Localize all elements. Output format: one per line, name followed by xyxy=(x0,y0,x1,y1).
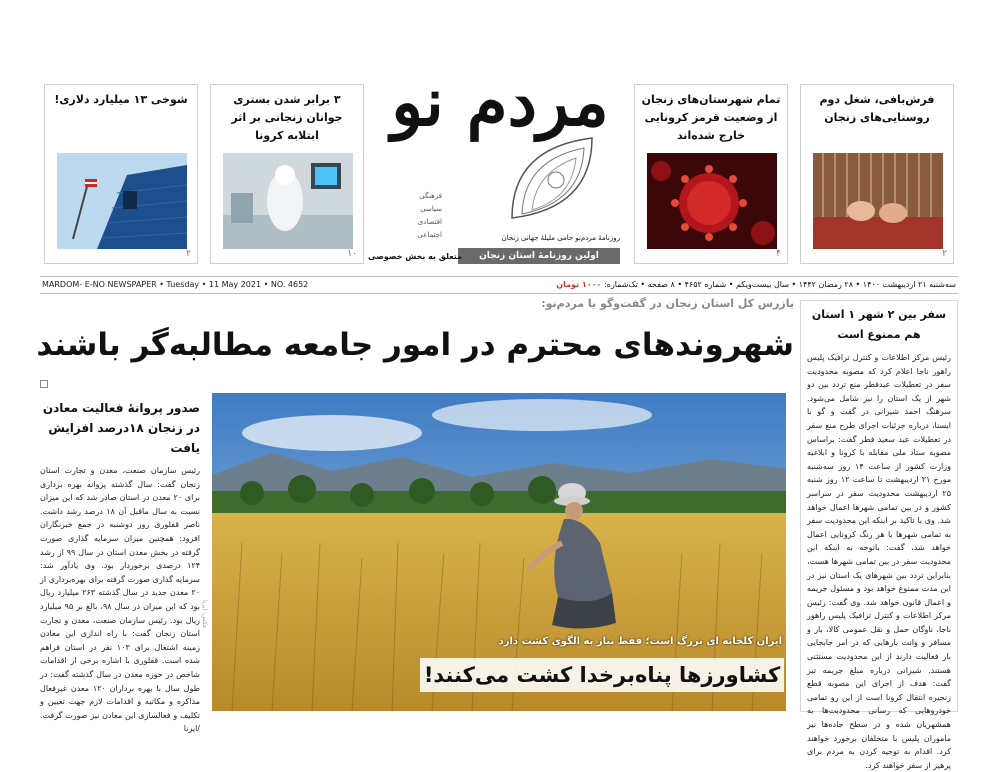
teaser-13-billion-joke[interactable] xyxy=(44,84,198,264)
category-political: سیاسی xyxy=(420,205,442,213)
category-cultural: فرهنگی xyxy=(419,192,442,200)
category-social: اجتماعی xyxy=(417,231,442,239)
teaser-page-number: ۱۰ xyxy=(347,249,357,259)
teaser-title: فرش‌بافی، شغل دوم روستایی‌های زنجان xyxy=(819,93,935,124)
first-newspaper-banner: اولین روزنامۀ استان زنجان xyxy=(458,248,620,264)
issue-info-text: سه‌شنبه ۲۱ اردیبهشت ۱۴۰۰ • ۲۸ رمضان ۱۴۴۲ • سال بیست‌ویکم • شماره ۴۶۵۲ • ۸ صفحه • تک‌شماره: xyxy=(603,280,956,289)
story-body: رئیس مرکز اطلاعات و کنترل ترافیک پلیس راهور ناجا اعلام کرد که مصوبه محدودیت سفر در تعطیلات عیدفطر منع تردد بین دو شهر از یک استان را نیز شامل می‌شود. سرهنگ احمد شیرانی در گفت و گو با ایسنا، درباره جزئیات اجرای طرح منع سفر در تعطیلات عید سعید فطر گفت: براساس مصوبه ستاد ملی مقابله با کرونا و ابلاغیه وزارت کشور از ساعت ۱۴ روز سه‌شنبه مورخ ۲۱ اردیبهشت تا ساعت ۱۲ روز شنبه ۲۵ اردیبهشت محدودیت سفر در سراسر کشور و در بین تمامی شهرها اعمال خواهد شد. وی با تاکید بر اینکه این محدودیت سفر به تمامی شهرها با هر رنگ کرونایی اعمال خواهد شد، گفت: باتوجه به اینکه این محدودیت سفر در بین تمامی شهرها هست، بنابراین تردد بین شهرهای یک استان نیز در این مدت ممنوع خواهد بود و مسئول جریمه و اعمال قانون خواهد شد. وی گفت: رئیس مرکز اطلاعات و کنترل ترافیک پلیس راهور ناجا، ناوگان حمل و نقل عمومی کالا، بار و مسافر و وانت بارهایی که در امر جابجایی بار فعالیت دارند از این محدودیت مستثنی هستند. شیرانی درباره مبلغ جریمه تیز گفت: هدف از اجرای این مصوبه قطع زنجیره انتقال کرونا است از این رو تمامی خودروهایی که رسانی محدودیت‌ها به همشهریان شده و در سطح جاده‌ها نیز ماموران پلیس با متخلفان برخورد خواهند کرد. اقدام به توجیه کردن به مردم برای پرهیز از سفر خواهند کرد. xyxy=(807,353,951,770)
headline-kicker: بازرس کل استان زنجان در گفت‌وگو با مردم‌نو: xyxy=(541,297,794,310)
photo-caption-headline[interactable]: کشاورزها پناه‌برخدا کشت می‌کنند! xyxy=(420,658,784,692)
ownership-note: متعلق به بخش خصوصی xyxy=(368,252,462,261)
category-list xyxy=(380,190,442,242)
teaser-carpet-weaving[interactable] xyxy=(800,84,954,264)
column-marker-icon xyxy=(40,380,48,388)
teaser-image-building xyxy=(57,153,187,249)
teaser-image-carpet xyxy=(813,153,943,249)
category-economic: اقتصادی xyxy=(417,218,442,226)
travel-ban-story[interactable] xyxy=(800,300,958,770)
issue-info-bar xyxy=(40,276,958,294)
issue-info-persian xyxy=(556,277,956,293)
main-headline[interactable]: شهروندهای محترم در امور جامعه مطالبه‌گر باشند xyxy=(36,327,794,363)
masthead-strapline: روزنامۀ مردم‌نو حامی ملیلۀ جهانی زنجان xyxy=(501,234,620,242)
masthead xyxy=(368,52,620,270)
teaser-title: شوخی ۱۳ میلیارد دلاری! xyxy=(54,93,188,106)
teaser-page-number: ۴ xyxy=(776,249,781,259)
teaser-image-virus xyxy=(647,153,777,249)
teaser-image-hospital xyxy=(223,153,353,249)
photo-credit: عکس: ایرنا xyxy=(201,600,208,629)
teaser-page-number: ۲ xyxy=(942,249,947,259)
teaser-covid-red-status[interactable] xyxy=(634,84,788,264)
story-body: رئیس سازمان صنعت، معدن و تجارت استان زنجان گفت: سال گذشته پروانه بهره برداری برای ۲۰ معدن در استان صادر شد که این میزان نسبت به سال ماقبل آن ۱۸ درصد رشد داشت. ناصر قفلوری روز دوشنبه در جمع خبرنگاران افزود: همچنین میزان سرمایه گذاری صورت گرفته در بخش معدن استان در سال ۹۹ از رشد ۱۲۴ درصدی برخوردار بود. وی یادآور شد: سرمایه گذاری صورت گرفته برای بهره‌برداری از ۲۰ معدن جدید در سال گذشته ۲۶۳ میلیارد ریال بود که این میزان در سال ۹۸، بالغ بر ۹۵ میلیارد ریال بود. رئیس سازمان صنعت، معدن و تجارت استان زنجان گفت: با راه اندازی این معادن زمینه اشتغال برای ۱۰۳ نفر در استان فراهم شده است. قفلوری با اشاره برخی از اقدامات شاخص در حوزه معدن در سال گذشته گفت: در طول سال با بهره برداران ۱۲۰ معدن غیرفعال مذاکره و مکاتبه و اقدامات لازم جهت تعیین و تکلیف و فعالسازی این معادن نیز صورت گرفت. /ایرنا xyxy=(40,466,201,734)
story-title: صدور پروانۀ فعالیت معادن در زنجان ۱۸درصد افزایش یافت xyxy=(42,401,200,455)
newspaper-logo: مردم نو xyxy=(391,63,609,141)
teaser-title: تمام شهرستان‌های زنجان از وضعیت قرمز کرونایی خارج شده‌اند xyxy=(641,93,781,142)
mining-license-story[interactable] xyxy=(40,398,201,734)
story-title: سفر بین ۲ شهر ۱ استان هم ممنوع است xyxy=(811,308,947,341)
issue-info-english: MARDOM- E-NO NEWSPAPER • Tuesday • 11 May 2021 • NO. 4652 xyxy=(42,280,309,289)
photo-caption-small: ایران کلخانه ای بزرگ است؛ فقط نیاز به الگوی کشت دارد xyxy=(498,636,782,647)
teaser-youth-hospitalization[interactable] xyxy=(210,84,364,264)
issue-price: ۱۰۰۰ تومان xyxy=(556,280,602,289)
teaser-page-number: ۲ xyxy=(186,249,191,259)
teaser-title: ۳ برابر شدن بستری جوانان زنجانی بر اثر ابتلابه کرونا xyxy=(231,93,343,142)
